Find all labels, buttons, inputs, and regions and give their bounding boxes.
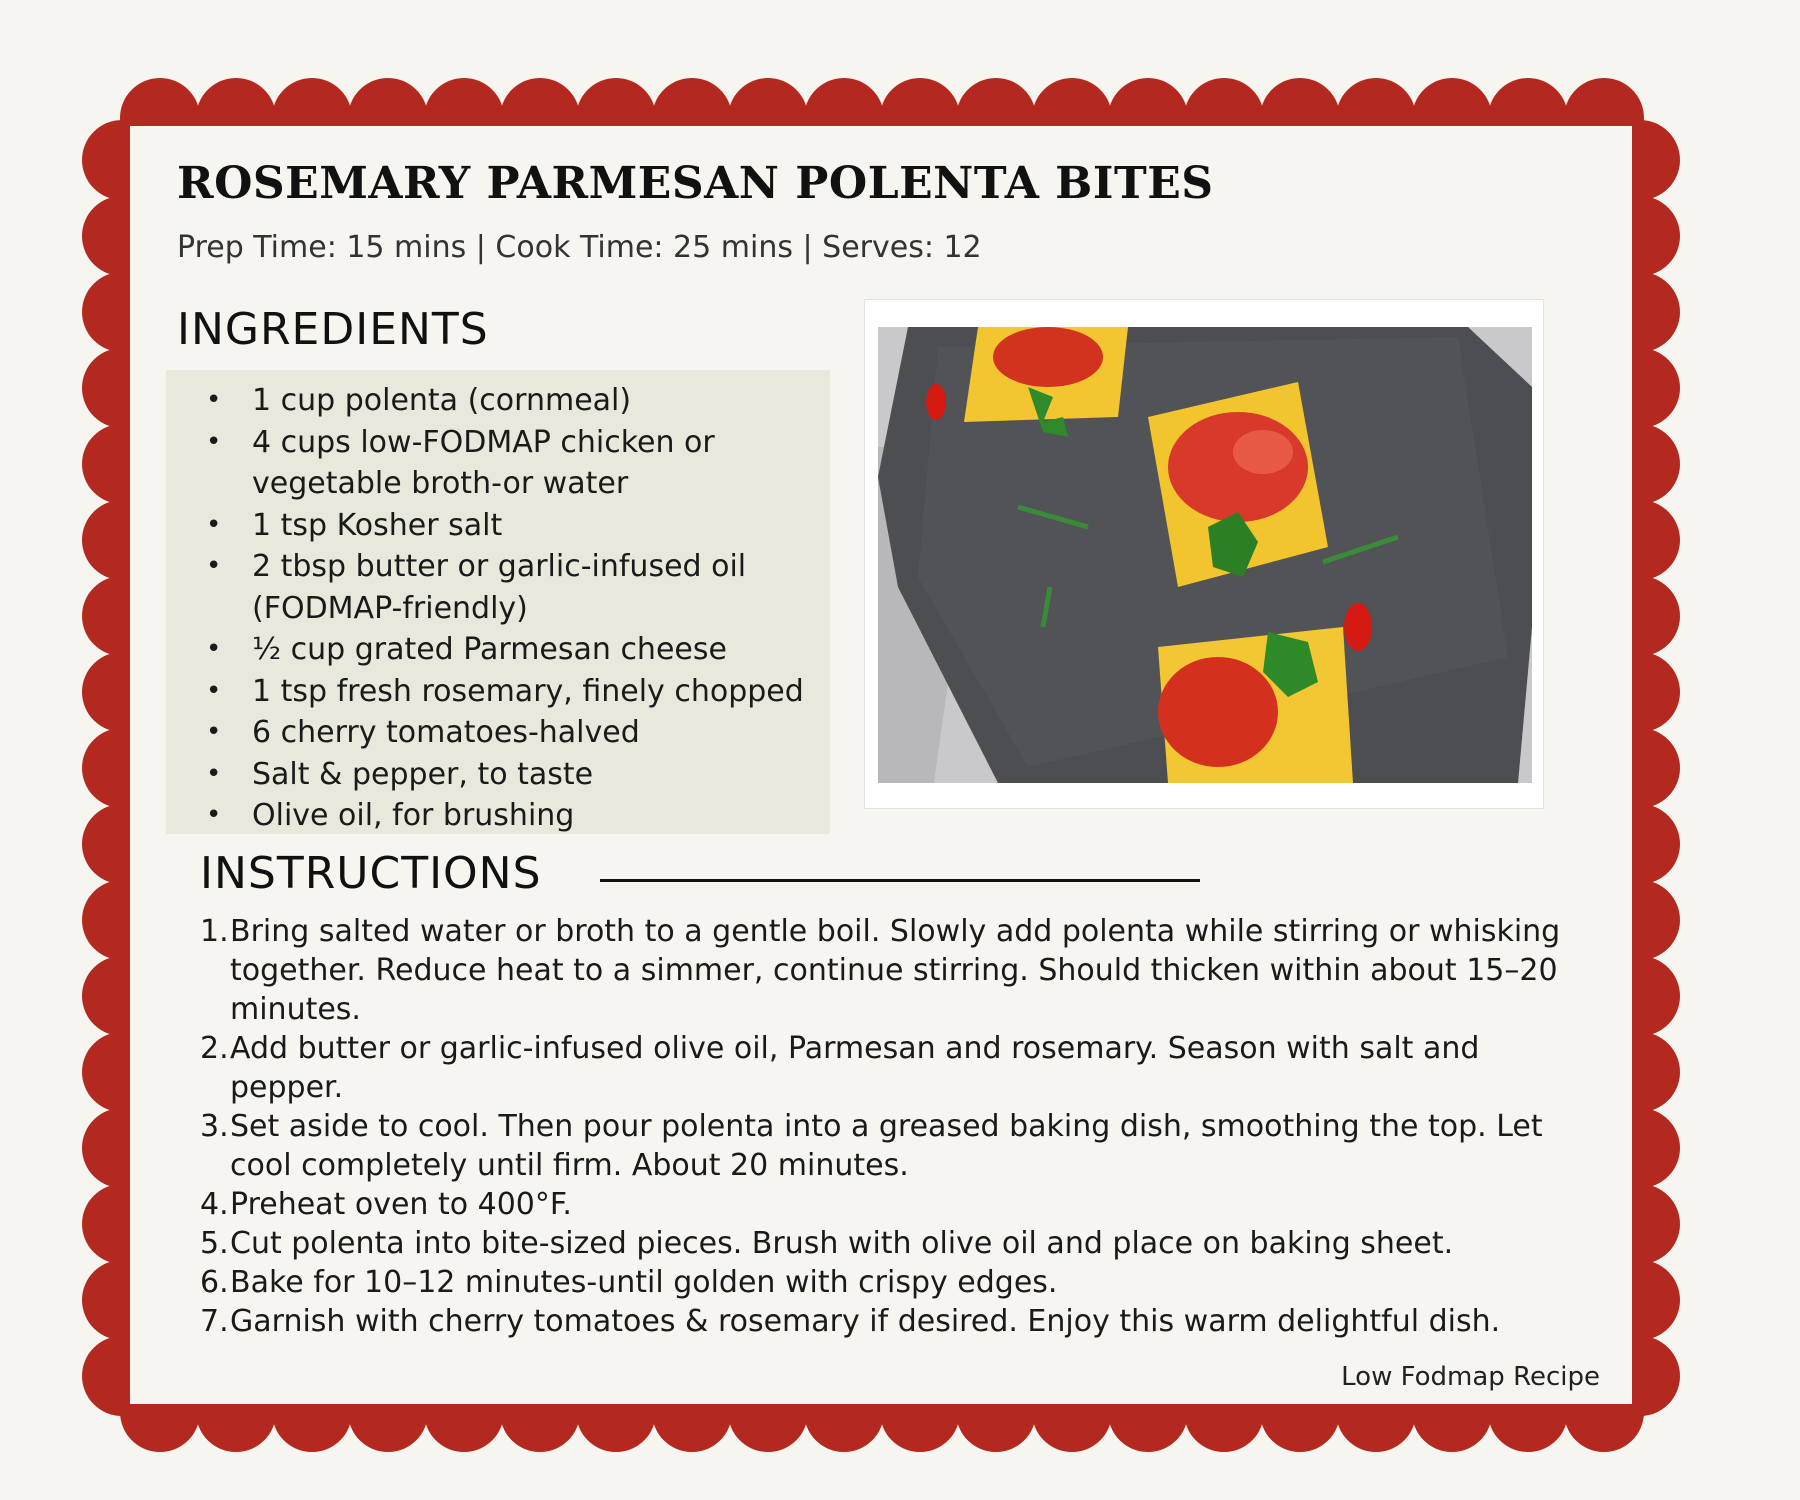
polenta-photo-illustration xyxy=(878,327,1532,783)
heading-divider xyxy=(600,879,1200,882)
instruction-step: 2. Add butter or garlic-infused olive oil, Parmesan and rosemary. Season with salt and pepper. xyxy=(200,1031,1480,1105)
instruction-step: 3. Set aside to cool. Then pour polenta into a greased baking dish, smoothing the top. Let cool completely until firm. About 20 minutes. xyxy=(200,1109,1543,1183)
ingredient-item: • 4 cups low-FODMAP chicken or vegetable broth-or water xyxy=(188,422,818,505)
recipe-photo xyxy=(864,299,1544,809)
ingredient-item: • 1 tsp Kosher salt xyxy=(188,505,818,547)
bullet-icon: • xyxy=(206,758,222,789)
bullet-icon: • xyxy=(206,634,222,664)
ingredient-item: • 6 cherry tomatoes-halved xyxy=(188,712,818,754)
bullet-icon: • xyxy=(206,551,222,581)
recipe-title: ROSEMARY PARMESAN POLENTA BITES xyxy=(177,158,1214,209)
bullet-icon: • xyxy=(206,800,222,830)
recipe-meta: Prep Time: 15 mins | Cook Time: 25 mins | Serves: 12 xyxy=(177,230,982,265)
ingredient-item: • Olive oil, for brushing xyxy=(188,795,818,837)
instruction-step: 4. Preheat oven to 400°F. xyxy=(200,1187,572,1222)
instructions-list xyxy=(200,912,1600,1341)
polenta-bite xyxy=(1158,627,1353,783)
bullet-icon: • xyxy=(206,426,222,457)
bullet-icon: • xyxy=(206,675,222,706)
bullet-icon: • xyxy=(206,717,222,747)
ingredient-item: • 1 tsp fresh rosemary, finely chopped xyxy=(188,671,818,713)
ingredient-item: • ½ cup grated Parmesan cheese xyxy=(188,629,818,671)
footer-label: Low Fodmap Recipe xyxy=(1341,1362,1600,1392)
bullet-icon: • xyxy=(206,509,222,540)
ingredients-box xyxy=(166,370,830,834)
instructions-heading: INSTRUCTIONS xyxy=(200,848,542,899)
ingredient-item: • 2 tbsp butter or garlic-infused oil (FODMAP-friendly) xyxy=(188,546,818,629)
instruction-step: 6. Bake for 10–12 minutes-until golden with crispy edges. xyxy=(200,1265,1058,1300)
recipe-card xyxy=(130,126,1632,1404)
ingredient-item: • Salt & pepper, to taste xyxy=(188,754,818,796)
instruction-step: 5. Cut polenta into bite-sized pieces. Brush with olive oil and place on baking sheet. xyxy=(200,1226,1454,1261)
bullet-icon: • xyxy=(206,385,222,415)
ingredients-list xyxy=(188,380,818,837)
ingredient-item: • 1 cup polenta (cornmeal) xyxy=(188,380,818,422)
instruction-step: 7. Garnish with cherry tomatoes & rosemary if desired. Enjoy this warm delightful dish. xyxy=(200,1304,1501,1339)
instruction-step: 1. Bring salted water or broth to a gentle boil. Slowly add polenta while stirring or whisking together. Reduce heat to a simmer, continue stirring. Should thicken within about 15–20 minutes. xyxy=(200,914,1561,1027)
ingredients-heading: INGREDIENTS xyxy=(177,304,489,355)
